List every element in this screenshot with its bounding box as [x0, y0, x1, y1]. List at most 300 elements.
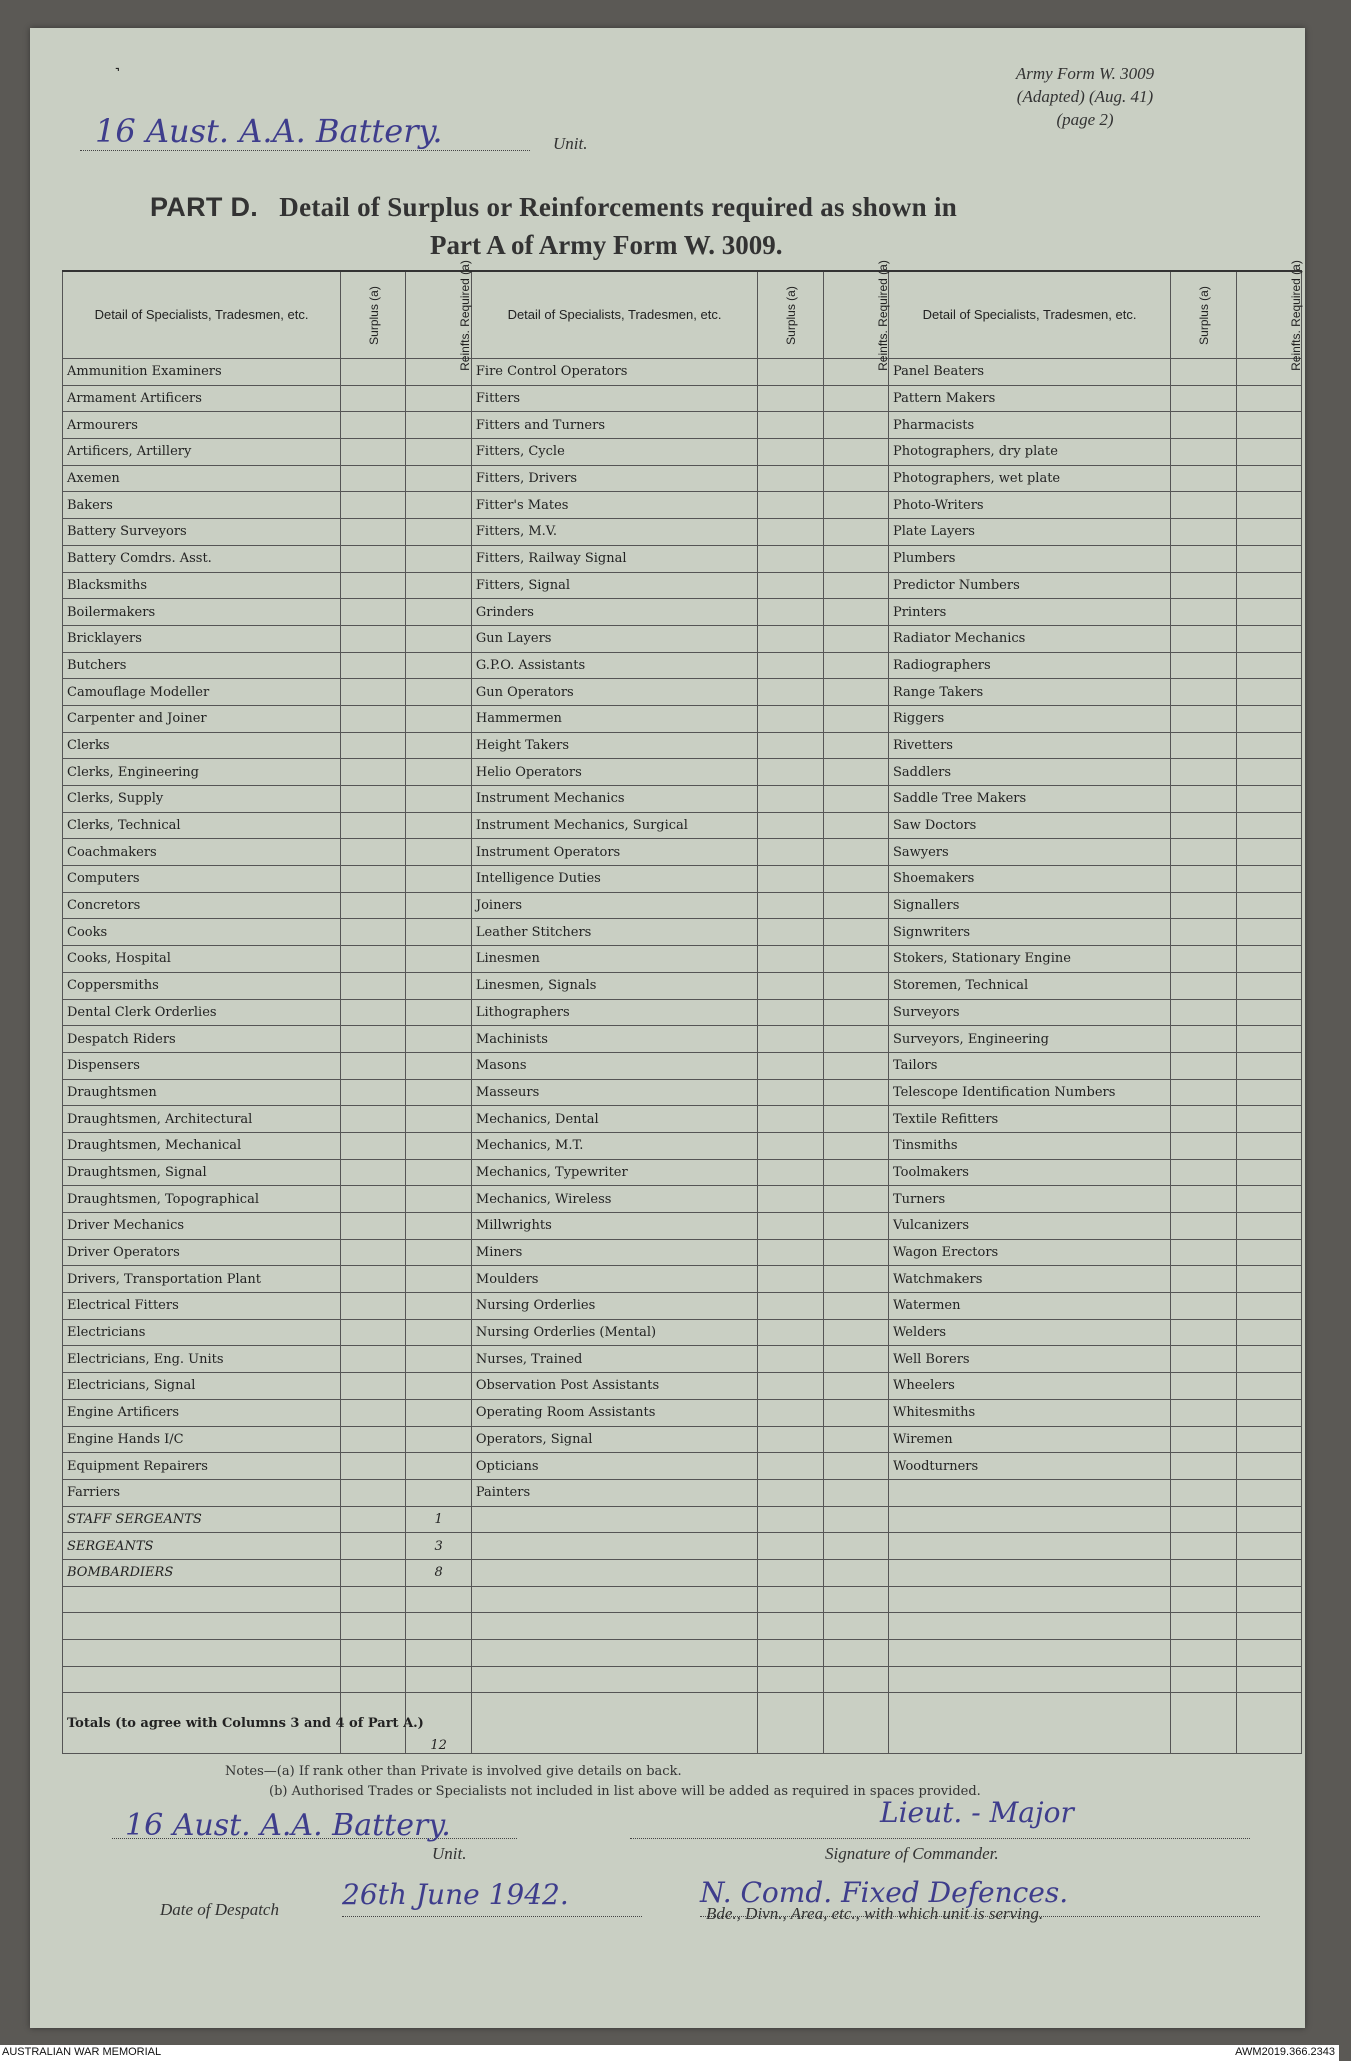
empty-cell [758, 1666, 823, 1693]
specialist-name: Equipment Repairers [63, 1453, 341, 1480]
reinfts-cell [406, 572, 471, 599]
reinfts-cell [1236, 732, 1301, 759]
title-text-line1: Detail of Surplus or Reinforcements required as shown in [279, 192, 958, 222]
surplus-cell [758, 892, 823, 919]
surplus-cell [1171, 919, 1236, 946]
form-reference [960, 62, 1210, 131]
surplus-cell [341, 999, 406, 1026]
specialist-name: Electricians, Eng. Units [63, 1346, 341, 1373]
reinfts-cell [1236, 1079, 1301, 1106]
specialist-name: Fitters, M.V. [471, 519, 757, 546]
reinfts-cell [1236, 679, 1301, 706]
reinfts-cell [1236, 1132, 1301, 1159]
specialist-name [888, 1479, 1170, 1506]
surplus-cell [758, 465, 823, 492]
surplus-cell [758, 1426, 823, 1453]
empty-cell [406, 1586, 471, 1613]
specialist-name: Saw Doctors [888, 812, 1170, 839]
reinfts-cell [1236, 786, 1301, 813]
reinfts-cell [823, 1426, 888, 1453]
empty-cell [1236, 1559, 1301, 1586]
specialist-name: Blacksmiths [63, 572, 341, 599]
surplus-cell [758, 705, 823, 732]
reinfts-cell [406, 492, 471, 519]
specialist-name: Opticians [471, 1453, 757, 1480]
reinfts-cell [1236, 1293, 1301, 1320]
empty-cell [1171, 1506, 1236, 1533]
reinfts-cell [1236, 1106, 1301, 1133]
note-a: Notes—(a) If rank other than Private is involved give details on back. [225, 1764, 682, 1779]
surplus-cell [341, 1373, 406, 1400]
surplus-cell [341, 1453, 406, 1480]
specialist-name: Tinsmiths [888, 1132, 1170, 1159]
totals-label: Totals (to agree with Columns 3 and 4 of Part A.) [63, 1693, 341, 1754]
surplus-cell [1171, 1453, 1236, 1480]
specialist-name: Mechanics, Typewriter [471, 1159, 757, 1186]
reinfts-cell [406, 1239, 471, 1266]
table-row [63, 652, 1302, 679]
reinfts-cell [823, 866, 888, 893]
empty-cell [63, 1586, 341, 1613]
surplus-cell [758, 839, 823, 866]
specialist-name: Miners [471, 1239, 757, 1266]
header-reinfts-2: Reinfts. Required (a) [823, 271, 888, 359]
reinfts-cell [1236, 999, 1301, 1026]
specialist-name: Masseurs [471, 1079, 757, 1106]
reinfts-count: 1 [406, 1506, 471, 1533]
footer-unit-handwritten: 16 Aust. A.A. Battery. [125, 1808, 451, 1843]
surplus-cell [1171, 679, 1236, 706]
surplus-cell [1171, 1213, 1236, 1240]
surplus-cell [758, 866, 823, 893]
surplus-cell [1171, 1132, 1236, 1159]
despatch-line [342, 1916, 642, 1917]
reinfts-cell [406, 892, 471, 919]
table-row [63, 1239, 1302, 1266]
surplus-cell [758, 1373, 823, 1400]
surplus-cell [1171, 625, 1236, 652]
empty-cell [406, 1666, 471, 1693]
specialist-name: Storemen, Technical [888, 972, 1170, 999]
specialist-name: Watermen [888, 1293, 1170, 1320]
reinfts-cell [1236, 892, 1301, 919]
surplus-cell [341, 572, 406, 599]
surplus-cell [1171, 1052, 1236, 1079]
specialist-name: Hammermen [471, 705, 757, 732]
specialist-name: Fitters, Drivers [471, 465, 757, 492]
surplus-cell [1171, 732, 1236, 759]
surplus-cell [758, 652, 823, 679]
empty-cell [471, 1506, 757, 1533]
reinfts-cell [823, 1453, 888, 1480]
specialist-name: Fire Control Operators [471, 359, 757, 386]
reinfts-cell [1236, 465, 1301, 492]
reinfts-cell [406, 1186, 471, 1213]
surplus-cell [1171, 1479, 1236, 1506]
reinfts-cell [406, 519, 471, 546]
surplus-cell [758, 1052, 823, 1079]
reinfts-cell [823, 732, 888, 759]
surplus-cell [758, 1132, 823, 1159]
empty-cell [63, 1613, 341, 1640]
specialist-name: Bricklayers [63, 625, 341, 652]
surplus-cell [758, 972, 823, 999]
reinfts-cell [823, 1159, 888, 1186]
specialist-name: Panel Beaters [888, 359, 1170, 386]
reinfts-cell [1236, 839, 1301, 866]
surplus-cell [758, 1453, 823, 1480]
surplus-cell [758, 1079, 823, 1106]
reinfts-cell [823, 519, 888, 546]
table-row [63, 359, 1302, 386]
surplus-cell [341, 1426, 406, 1453]
specialist-name: Watchmakers [888, 1266, 1170, 1293]
specialist-name: Predictor Numbers [888, 572, 1170, 599]
table-row [63, 385, 1302, 412]
table-row [63, 545, 1302, 572]
surplus-cell [1171, 439, 1236, 466]
reinfts-cell [1236, 1213, 1301, 1240]
specialist-name: Draughtsmen, Topographical [63, 1186, 341, 1213]
surplus-cell [758, 385, 823, 412]
surplus-cell [341, 1052, 406, 1079]
specialist-name: Mechanics, Dental [471, 1106, 757, 1133]
reinfts-cell [406, 1373, 471, 1400]
rank-label: BOMBARDIERS [63, 1559, 341, 1586]
surplus-cell [758, 492, 823, 519]
empty-cell [1236, 1640, 1301, 1667]
reinfts-cell [1236, 652, 1301, 679]
reinfts-cell [406, 1052, 471, 1079]
specialist-name: Toolmakers [888, 1159, 1170, 1186]
specialist-name: Riggers [888, 705, 1170, 732]
empty-cell [888, 1586, 1170, 1613]
specialist-name: Battery Comdrs. Asst. [63, 545, 341, 572]
specialist-name: Armament Artificers [63, 385, 341, 412]
archive-name: AUSTRALIAN WAR MEMORIAL [2, 2046, 162, 2058]
specialist-name: Ammunition Examiners [63, 359, 341, 386]
reinfts-cell [1236, 545, 1301, 572]
specialist-name: Pattern Makers [888, 385, 1170, 412]
specialist-name: Textile Refitters [888, 1106, 1170, 1133]
surplus-cell [341, 652, 406, 679]
signature-line [630, 1838, 1250, 1839]
empty-cell [823, 1506, 888, 1533]
table-row [63, 786, 1302, 813]
specialist-name: Axemen [63, 465, 341, 492]
specialist-name: Fitters [471, 385, 757, 412]
unit-handwritten: 16 Aust. A.A. Battery. [95, 112, 443, 150]
table-row [63, 732, 1302, 759]
surplus-cell [1171, 1293, 1236, 1320]
specialist-name: Battery Surveyors [63, 519, 341, 546]
specialist-name: Well Borers [888, 1346, 1170, 1373]
surplus-cell [758, 439, 823, 466]
reinfts-cell [406, 599, 471, 626]
reinfts-cell [823, 1052, 888, 1079]
table-row [63, 1106, 1302, 1133]
table-row [63, 1346, 1302, 1373]
empty-cell [758, 1586, 823, 1613]
specialist-name: Cooks [63, 919, 341, 946]
table-row [63, 625, 1302, 652]
note-b: (b) Authorised Trades or Specialists not included in list above will be added as required in spaces provided. [269, 1784, 981, 1799]
surplus-cell [758, 625, 823, 652]
surplus-cell [341, 412, 406, 439]
surplus-cell [341, 1346, 406, 1373]
empty-cell [1171, 1586, 1236, 1613]
specialist-name: Electrical Fitters [63, 1293, 341, 1320]
form-reference-line3: (page 2) [1056, 110, 1114, 129]
specialist-name: Operating Room Assistants [471, 1399, 757, 1426]
reinfts-cell [406, 1346, 471, 1373]
surplus-cell [341, 359, 406, 386]
empty-cell [758, 1559, 823, 1586]
reinfts-cell [823, 705, 888, 732]
surplus-cell [1171, 786, 1236, 813]
surplus-cell [1171, 545, 1236, 572]
reinfts-cell [823, 1373, 888, 1400]
surplus-cell [1171, 1186, 1236, 1213]
reinfts-cell [1236, 1026, 1301, 1053]
specialist-name: Mechanics, Wireless [471, 1186, 757, 1213]
specialist-name: Clerks, Technical [63, 812, 341, 839]
reinfts-cell [1236, 1266, 1301, 1293]
table-row [63, 1479, 1302, 1506]
specialist-name: Shoemakers [888, 866, 1170, 893]
empty-cell [823, 1666, 888, 1693]
empty-cell [888, 1559, 1170, 1586]
reinfts-cell [1236, 1052, 1301, 1079]
table-row [63, 1213, 1302, 1240]
specialist-name: Butchers [63, 652, 341, 679]
reinfts-cell [1236, 919, 1301, 946]
empty-cell [823, 1640, 888, 1667]
table-row [63, 1052, 1302, 1079]
reinfts-cell [1236, 385, 1301, 412]
empty-cell [471, 1693, 757, 1754]
unit-label: Unit. [553, 134, 588, 153]
table-row [63, 439, 1302, 466]
surplus-cell [1171, 1373, 1236, 1400]
table-row [63, 1266, 1302, 1293]
table-row [63, 1293, 1302, 1320]
reinfts-cell [823, 1266, 888, 1293]
header-detail-1: Detail of Specialists, Tradesmen, etc. [63, 271, 341, 359]
surplus-cell [1171, 839, 1236, 866]
empty-cell [758, 1613, 823, 1640]
specialist-name: Computers [63, 866, 341, 893]
reinfts-cell [406, 1319, 471, 1346]
empty-cell [341, 1586, 406, 1613]
specialist-name: Turners [888, 1186, 1170, 1213]
specialist-name: Driver Mechanics [63, 1213, 341, 1240]
specialist-name: Electricians [63, 1319, 341, 1346]
reinfts-cell [1236, 1479, 1301, 1506]
despatch-label: Date of Despatch [160, 1900, 279, 1919]
form-reference-line1: Army Form W. 3009 [1015, 64, 1155, 83]
empty-cell [406, 1640, 471, 1667]
empty-cell [1171, 1533, 1236, 1560]
reinfts-cell [1236, 1319, 1301, 1346]
table-row [63, 1453, 1302, 1480]
reinfts-cell [406, 652, 471, 679]
specialist-name: Painters [471, 1479, 757, 1506]
reinfts-cell [823, 439, 888, 466]
reinfts-cell [1236, 519, 1301, 546]
reinfts-cell [406, 1453, 471, 1480]
specialist-name: Fitters, Cycle [471, 439, 757, 466]
reinfts-cell [1236, 1399, 1301, 1426]
reinfts-cell [1236, 412, 1301, 439]
surplus-cell [1171, 1399, 1236, 1426]
empty-cell [341, 1613, 406, 1640]
empty-cell [1171, 1559, 1236, 1586]
header-detail-2: Detail of Specialists, Tradesmen, etc. [471, 271, 757, 359]
surplus-cell [341, 866, 406, 893]
specialist-name: Plate Layers [888, 519, 1170, 546]
surplus-cell [341, 839, 406, 866]
surplus-cell [341, 1266, 406, 1293]
surplus-cell [1171, 1239, 1236, 1266]
empty-cell [341, 1640, 406, 1667]
rank-label: SERGEANTS [63, 1533, 341, 1560]
reinfts-cell [1236, 1426, 1301, 1453]
specialist-name: Camouflage Modeller [63, 679, 341, 706]
specialist-name: Gun Operators [471, 679, 757, 706]
surplus-cell [341, 705, 406, 732]
reinfts-cell [406, 732, 471, 759]
surplus-cell [341, 1479, 406, 1506]
reinfts-cell [406, 1426, 471, 1453]
surplus-cell [1171, 972, 1236, 999]
reinfts-cell [406, 999, 471, 1026]
empty-cell [758, 1533, 823, 1560]
reinfts-cell [823, 545, 888, 572]
surplus-cell [1171, 465, 1236, 492]
empty-cell [1236, 1693, 1301, 1754]
specialist-name: Printers [888, 599, 1170, 626]
notes [225, 1762, 981, 1802]
reinfts-cell [823, 1026, 888, 1053]
surplus-cell [1171, 866, 1236, 893]
reinfts-cell [1236, 492, 1301, 519]
despatch-date-handwritten: 26th June 1942. [342, 1878, 569, 1911]
blank-row [63, 1640, 1302, 1667]
surplus-cell [341, 732, 406, 759]
surplus-cell [758, 759, 823, 786]
surplus-cell [1171, 1319, 1236, 1346]
specialist-name: Linesmen [471, 946, 757, 973]
empty-cell [1236, 1506, 1301, 1533]
specialist-name: Clerks, Supply [63, 786, 341, 813]
specialist-name: Range Takers [888, 679, 1170, 706]
specialist-name: Cooks, Hospital [63, 946, 341, 973]
blank-row [63, 1586, 1302, 1613]
reinfts-cell [1236, 812, 1301, 839]
table-row [63, 465, 1302, 492]
specialist-name: Draughtsmen [63, 1079, 341, 1106]
surplus-cell [341, 1506, 406, 1533]
specialist-name: Lithographers [471, 999, 757, 1026]
reinfts-cell [823, 972, 888, 999]
empty-cell [888, 1613, 1170, 1640]
specialist-name: Plumbers [888, 545, 1170, 572]
empty-cell [888, 1666, 1170, 1693]
specialist-name: Wiremen [888, 1426, 1170, 1453]
reinfts-cell [406, 759, 471, 786]
surplus-cell [1171, 1079, 1236, 1106]
specialist-name: Photographers, dry plate [888, 439, 1170, 466]
surplus-cell [341, 1239, 406, 1266]
specialist-name: Photo-Writers [888, 492, 1170, 519]
surplus-cell [758, 1346, 823, 1373]
reinfts-cell [823, 892, 888, 919]
specialist-name: Instrument Mechanics [471, 786, 757, 813]
table-row [63, 812, 1302, 839]
reinfts-cell [823, 1399, 888, 1426]
surplus-cell [1171, 385, 1236, 412]
table-row [63, 519, 1302, 546]
reinfts-cell [823, 1132, 888, 1159]
surplus-cell [1171, 652, 1236, 679]
title-line2: Part A of Army Form W. 3009. [430, 230, 783, 260]
header-reinfts-1: Reinfts. Required (a) [406, 271, 471, 359]
reinfts-cell [1236, 1373, 1301, 1400]
specialist-name: Instrument Mechanics, Surgical [471, 812, 757, 839]
reinfts-cell [823, 652, 888, 679]
table-row [63, 1373, 1302, 1400]
blank-row [63, 1666, 1302, 1693]
reinfts-cell [1236, 1186, 1301, 1213]
reinfts-cell [406, 385, 471, 412]
specialist-name: G.P.O. Assistants [471, 652, 757, 679]
table-row [63, 919, 1302, 946]
surplus-cell [1171, 999, 1236, 1026]
table-row [63, 1399, 1302, 1426]
specialist-name: Height Takers [471, 732, 757, 759]
surplus-cell [758, 999, 823, 1026]
reinfts-cell [823, 919, 888, 946]
specialist-name: Boilermakers [63, 599, 341, 626]
surplus-cell [758, 679, 823, 706]
specialist-name: Surveyors [888, 999, 1170, 1026]
header-surplus-1: Surplus (a) [341, 271, 406, 359]
handwritten-row [63, 1533, 1302, 1560]
handwritten-row [63, 1559, 1302, 1586]
empty-cell [1171, 1666, 1236, 1693]
empty-cell [758, 1506, 823, 1533]
specialist-name: Carpenter and Joiner [63, 705, 341, 732]
bde-handwritten: N. Comd. Fixed Defences. [700, 1876, 1069, 1909]
empty-cell [341, 1666, 406, 1693]
surplus-cell [758, 545, 823, 572]
table-row [63, 946, 1302, 973]
reinfts-cell [406, 545, 471, 572]
specialist-name: Intelligence Duties [471, 866, 757, 893]
surplus-cell [341, 1559, 406, 1586]
table-row [63, 1079, 1302, 1106]
surplus-cell [758, 599, 823, 626]
reinfts-cell [406, 439, 471, 466]
form-reference-line2: (Adapted) (Aug. 41) [1016, 87, 1154, 106]
reinfts-cell [823, 759, 888, 786]
specialist-name: Machinists [471, 1026, 757, 1053]
surplus-cell [341, 1533, 406, 1560]
reinfts-cell [823, 1346, 888, 1373]
surplus-cell [758, 812, 823, 839]
table-row [63, 1132, 1302, 1159]
